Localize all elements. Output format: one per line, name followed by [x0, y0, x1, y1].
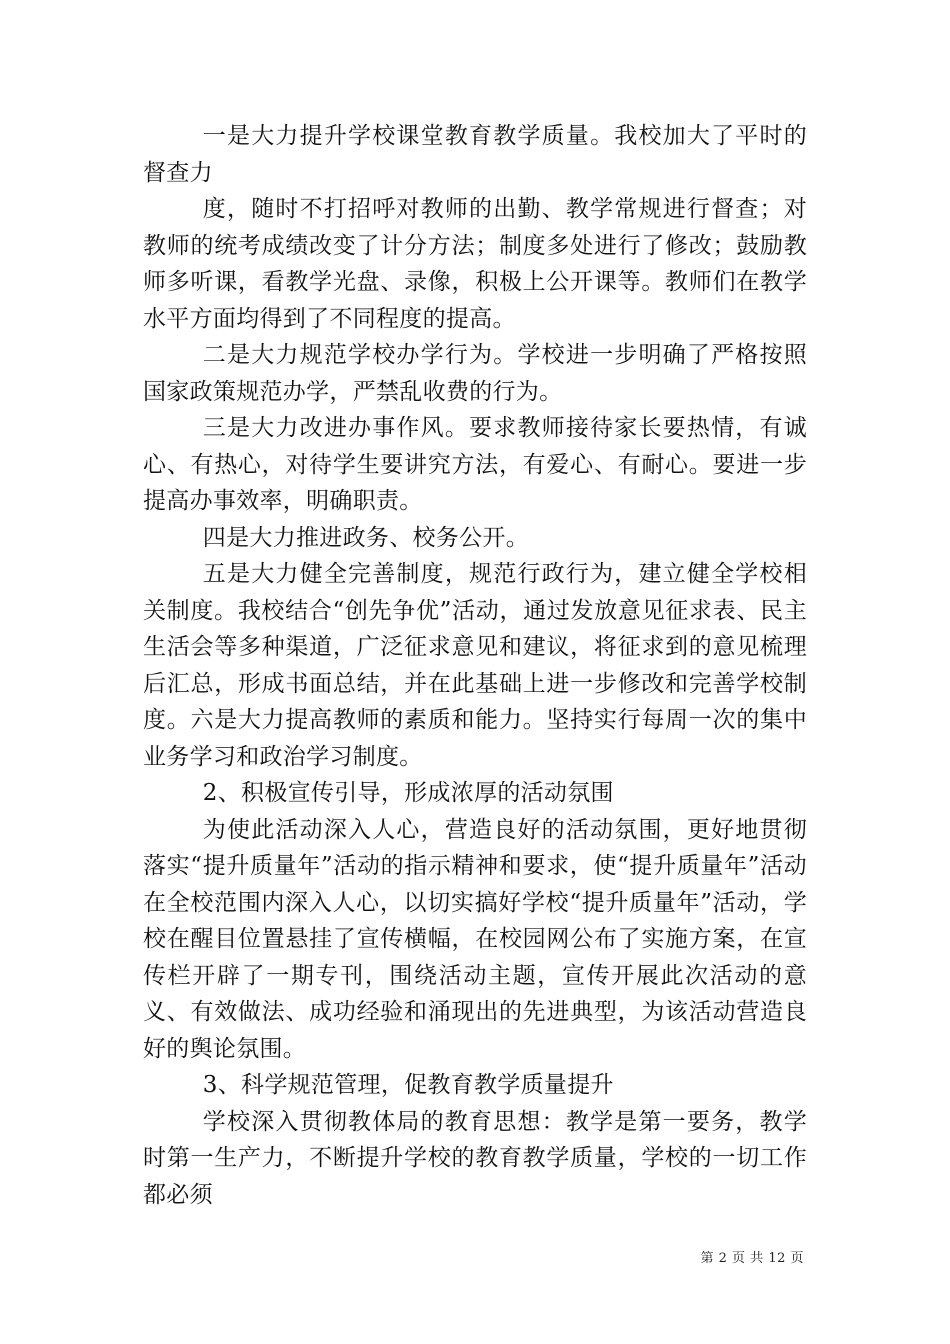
paragraph-management-details: 学校深入贯彻教体局的教育思想：教学是第一要务，教学时第一生产力，不断提升学校的教育教学质量，学校的一切工作都必须	[143, 1108, 807, 1208]
paragraph-supervision-details: 度，随时不打招呼对教师的出勤、教学常规进行督查；对教师的统考成绩改变了计分方法；制度多处进行了修改；鼓励教师多听课，看教学光盘、录像，积极上公开课等。教师们在教学水平方面均得到了不同程度的提高。	[143, 196, 807, 332]
section-heading-publicity: 2、积极宣传引导，形成浓厚的活动氛围	[202, 780, 614, 806]
paragraph-regulate-school-conduct: 二是大力规范学校办学行为。学校进一步明确了严格按照国家政策规范办学，严禁乱收费的行为。	[143, 342, 807, 405]
paragraph-improve-systems: 五是大力健全完善制度，规范行政行为，建立健全学校相关制度。我校结合“创先争优”活动，通过发放意见征求表、民主生活会等多种渠道，广泛征求意见和建议，将征求到的意见梳理后汇总，形成书面总结，并在此基础上进一步修改和完善学校制度。六是大力提高教师的素质和能力。坚持实行每周一次的集中业务学习和政治学习制度。	[143, 561, 807, 770]
paragraph-teaching-quality: 一是大力提升学校课堂教育教学质量。我校加大了平时的督查力	[143, 123, 807, 186]
paragraph-publicity-details: 为使此活动深入人心，营造良好的活动氛围，更好地贯彻落实“提升质量年”活动的指示精神和要求，使“提升质量年”活动在全校范围内深入人心，以切实搞好学校“提升质量年”活动，学校在醒目位置悬挂了宣传横幅，在校园网公布了实施方案，在宣传栏开辟了一期专刊，围绕活动主题，宣传开展此次活动的意义、有效做法、成功经验和涌现出的先进典型，为该活动营造良好的舆论氛围。	[143, 816, 807, 1062]
section-heading-management: 3、科学规范管理，促教育教学质量提升	[202, 1072, 614, 1098]
document-body	[143, 118, 807, 1213]
paragraph-affairs-openness: 四是大力推进政务、校务公开。	[202, 524, 529, 551]
paragraph-work-style: 三是大力改进办事作风。要求教师接待家长要热情，有诚心、有热心，对待学生要讲究方法，有爱心、有耐心。要进一步提高办事效率，明确职责。	[143, 415, 807, 514]
page-number-footer: 第 2 页 共 12 页	[700, 1251, 804, 1266]
